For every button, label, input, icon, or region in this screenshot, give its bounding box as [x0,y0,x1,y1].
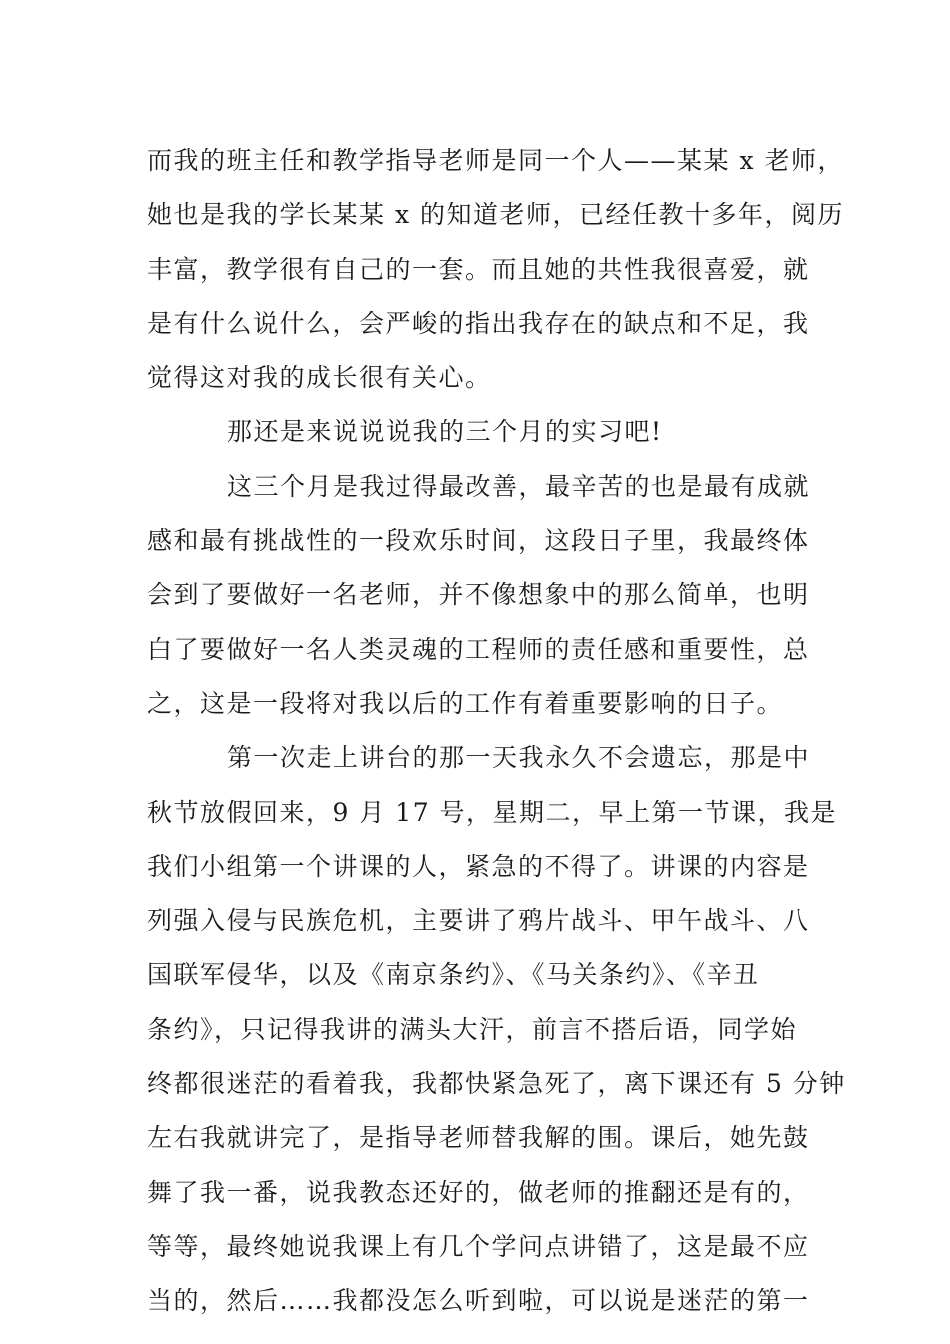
text-line: 舞了我一番，说我教态还好的，做老师的推翻还是有的， [147,1177,810,1207]
text-line: 等等，最终她说我课上有几个学问点讲错了，这是最不应 [147,1231,810,1261]
text-line: 觉得这对我的成长很有关心。 [147,363,492,393]
text-line: 感和最有挑战性的一段欢乐时间，这段日子里，我最终体 [147,526,810,556]
text-line: 国联军侵华，以及《南京条约》、《马关条约》、《辛丑 [147,960,760,990]
text-line: 当的，然后……我都没怎么听到啦，可以说是迷茫的第一 [147,1286,810,1316]
text-line: 之，这是一段将对我以后的工作有着重要影响的日子。 [147,688,784,718]
text-line: 是有什么说什么，会严峻的指出我存在的缺点和不足，我 [147,308,810,338]
paragraph-start-line: 这三个月是我过得最改善，最辛苦的也是最有成就 [227,471,811,501]
text-line: 她也是我的学长某某 x 的知道老师，已经任教十多年，阅历 [147,200,844,230]
text-line: 会到了要做好一名老师，并不像想象中的那么简单，也明 [147,580,810,610]
text-line: 而我的班主任和教学指导老师是同一个人——某某 x 老师， [147,146,844,175]
text-line: 左右我就讲完了，是指导老师替我解的围。课后，她先鼓 [147,1123,810,1153]
text-line: 白了要做好一名人类灵魂的工程师的责任感和重要性，总 [147,634,810,664]
text-line: 秋节放假回来，9 月 17 号，星期二，早上第一节课，我是 [147,797,838,827]
document-body [147,134,846,1329]
text-line: 列强入侵与民族危机，主要讲了鸦片战斗、甲午战斗、八 [147,906,810,936]
paragraph-start-line: 那还是来说说说我的三个月的实习吧! [227,417,663,447]
text-line: 我们小组第一个讲课的人，紧急的不得了。讲课的内容是 [147,851,810,881]
text-line: 终都很迷茫的看着我，我都快紧急死了，离下课还有 5 分钟 [147,1069,846,1099]
paragraph-start-line: 第一次走上讲台的那一天我永久不会遗忘，那是中 [227,743,811,773]
text-line: 条约》，只记得我讲的满头大汗，前言不搭后语，同学始 [147,1014,798,1044]
text-line: 丰富，教学很有自己的一套。而且她的共性我很喜爱，就 [147,254,810,284]
